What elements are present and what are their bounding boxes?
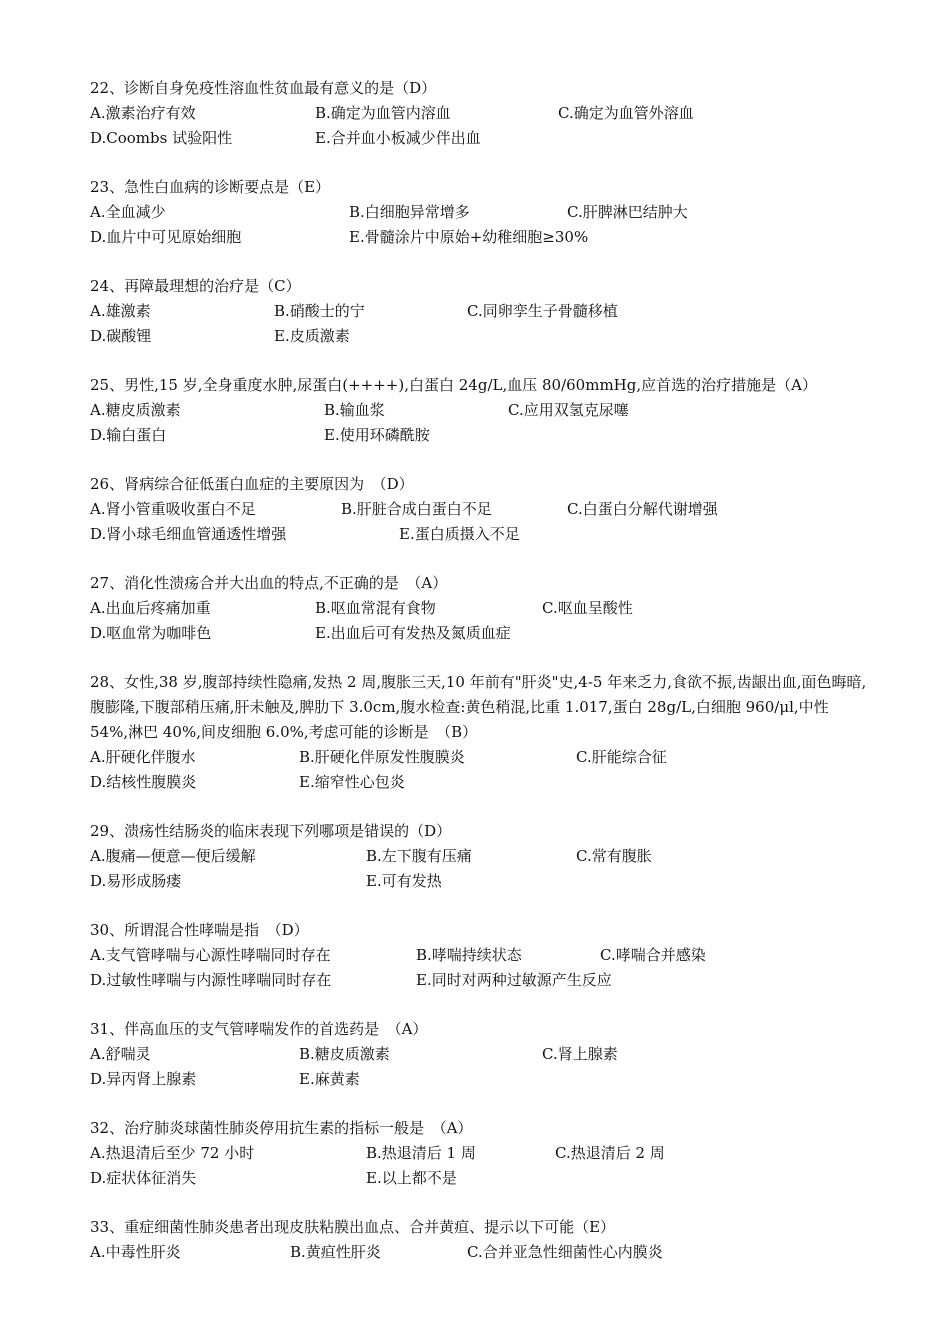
option-e: E.同时对两种过敏源产生反应: [416, 971, 612, 989]
question-28: [90, 670, 870, 795]
option-row: [90, 596, 870, 621]
option-e: E.使用环磷酰胺: [324, 426, 430, 444]
question-22: [90, 76, 870, 151]
option-row: [90, 522, 870, 547]
option-d: D.结核性腹膜炎: [90, 773, 197, 791]
option-c: C.哮喘合并感染: [600, 946, 706, 964]
option-b: B.热退清后 1 周: [366, 1144, 476, 1162]
option-row: [90, 299, 870, 324]
option-e: E.缩窄性心包炎: [299, 773, 405, 791]
option-a: A.全血减少: [90, 203, 166, 221]
option-row: [90, 1240, 870, 1265]
option-row: [90, 770, 870, 795]
option-a: A.糖皮质激素: [90, 401, 181, 419]
option-c: C.肾上腺素: [542, 1045, 618, 1063]
question-stem: 25、男性,15 岁,全身重度水肿,尿蛋白(++++),白蛋白 24g/L,血压 80/60mmHg,应首选的治疗措施是（A）: [90, 376, 817, 394]
option-b: B.黄疸性肝炎: [290, 1243, 381, 1261]
option-d: D.异丙肾上腺素: [90, 1070, 197, 1088]
question-31: [90, 1017, 870, 1092]
option-row: [90, 968, 870, 993]
question-stem: 30、所谓混合性哮喘是指 （D）: [90, 921, 309, 939]
option-b: B.哮喘持续状态: [416, 946, 522, 964]
question-27: [90, 571, 870, 646]
option-d: D.Coombs 试验阳性: [90, 129, 233, 147]
question-33: [90, 1215, 870, 1265]
question-25: [90, 373, 870, 448]
option-c: C.肝脾淋巴结肿大: [567, 203, 688, 221]
option-c: C.应用双氢克尿噻: [508, 401, 629, 419]
option-d: D.碳酸锂: [90, 327, 152, 345]
option-c: C.常有腹胀: [576, 847, 652, 865]
question-stem: 29、溃疡性结肠炎的临床表现下列哪项是错误的（D）: [90, 822, 452, 840]
option-c: C.同卵孪生子骨髓移植: [467, 302, 618, 320]
question-stem: 32、治疗肺炎球菌性肺炎停用抗生素的指标一般是 （A）: [90, 1119, 473, 1137]
option-row: [90, 101, 870, 126]
question-stem: 26、肾病综合征低蛋白血症的主要原因为 （D）: [90, 475, 414, 493]
option-c: C.合并亚急性细菌性心内膜炎: [467, 1243, 663, 1261]
question-32: [90, 1116, 870, 1191]
question-26: [90, 472, 870, 547]
question-page: [90, 76, 870, 1289]
option-a: A.激素治疗有效: [90, 104, 196, 122]
option-d: D.输白蛋白: [90, 426, 167, 444]
option-row: [90, 200, 870, 225]
option-b: B.输血浆: [324, 401, 385, 419]
option-a: A.出血后疼痛加重: [90, 599, 211, 617]
question-30: [90, 918, 870, 993]
option-e: E.麻黄素: [299, 1070, 360, 1088]
option-a: A.肾小管重吸收蛋白不足: [90, 500, 256, 518]
option-c: C.热退清后 2 周: [555, 1144, 665, 1162]
option-row: [90, 398, 870, 423]
option-c: C.呕血呈酸性: [542, 599, 633, 617]
question-stem: 23、急性白血病的诊断要点是（E）: [90, 178, 331, 196]
question-stem: 24、再障最理想的治疗是（C）: [90, 277, 301, 295]
option-row: [90, 1141, 870, 1166]
question-stem: 33、重症细菌性肺炎患者出现皮肤粘膜出血点、合并黄疸、提示以下可能（E）: [90, 1218, 616, 1236]
option-row: [90, 943, 870, 968]
option-d: D.过敏性哮喘与内源性哮喘同时存在: [90, 971, 332, 989]
option-e: E.以上都不是: [366, 1169, 457, 1187]
question-stem: 22、诊断自身免疫性溶血性贫血最有意义的是（D）: [90, 79, 437, 97]
option-c: C.肝能综合征: [576, 748, 667, 766]
option-e: E.出血后可有发热及氮质血症: [315, 624, 511, 642]
option-row: [90, 497, 870, 522]
option-d: D.肾小球毛细血管通透性增强: [90, 525, 287, 543]
option-c: C.确定为血管外溶血: [558, 104, 694, 122]
option-c: C.白蛋白分解代谢增强: [567, 500, 718, 518]
option-a: A.肝硬化伴腹水: [90, 748, 196, 766]
option-d: D.易形成肠瘘: [90, 872, 182, 890]
option-row: [90, 1166, 870, 1191]
question-23: [90, 175, 870, 250]
question-stem: 27、消化性溃疡合并大出血的特点,不正确的是 （A）: [90, 574, 448, 592]
option-a: A.中毒性肝炎: [90, 1243, 181, 1261]
option-e: E.蛋白质摄入不足: [399, 525, 520, 543]
option-row: [90, 324, 870, 349]
option-b: B.左下腹有压痛: [366, 847, 472, 865]
option-row: [90, 869, 870, 894]
option-e: E.可有发热: [366, 872, 442, 890]
option-row: [90, 1067, 870, 1092]
option-row: [90, 126, 870, 151]
option-row: [90, 423, 870, 448]
option-b: B.硝酸士的宁: [274, 302, 365, 320]
option-d: D.呕血常为咖啡色: [90, 624, 212, 642]
option-row: [90, 225, 870, 250]
option-b: B.肝硬化伴原发性腹膜炎: [299, 748, 465, 766]
option-a: A.热退清后至少 72 小时: [90, 1144, 255, 1162]
option-b: B.确定为血管内溶血: [315, 104, 451, 122]
option-a: A.雄激素: [90, 302, 151, 320]
question-29: [90, 819, 870, 894]
option-row: [90, 844, 870, 869]
option-b: B.糖皮质激素: [299, 1045, 390, 1063]
option-e: E.合并血小板减少伴出血: [315, 129, 481, 147]
question-stem: 31、伴高血压的支气管哮喘发作的首选药是 （A）: [90, 1020, 428, 1038]
option-e: E.骨髓涂片中原始+幼稚细胞≥30%: [349, 228, 589, 246]
option-a: A.支气管哮喘与心源性哮喘同时存在: [90, 946, 331, 964]
option-row: [90, 1042, 870, 1067]
option-b: B.白细胞异常增多: [349, 203, 470, 221]
question-stem: 28、女性,38 岁,腹部持续性隐痛,发热 2 周,腹胀三天,10 年前有"肝炎"史,4-5 年来乏力,食欲不振,齿龈出血,面色晦暗,腹膨隆,下腹部稍压痛,肝未触及,脾肋下 3.0cm,腹水检查:黄色稍混,比重 1.017,蛋白 28g/L,白细胞 960/μl,中性 54%,淋巴 40%,间皮细胞 6.0%,考虑可能的诊断是 （B）: [90, 673, 867, 741]
option-row: [90, 745, 870, 770]
option-b: B.肝脏合成白蛋白不足: [341, 500, 492, 518]
option-b: B.呕血常混有食物: [315, 599, 436, 617]
option-a: A.腹痛—便意—便后缓解: [90, 847, 256, 865]
option-d: D.症状体征消失: [90, 1169, 197, 1187]
option-a: A.舒喘灵: [90, 1045, 151, 1063]
question-24: [90, 274, 870, 349]
option-e: E.皮质激素: [274, 327, 350, 345]
option-row: [90, 621, 870, 646]
option-d: D.血片中可见原始细胞: [90, 228, 242, 246]
